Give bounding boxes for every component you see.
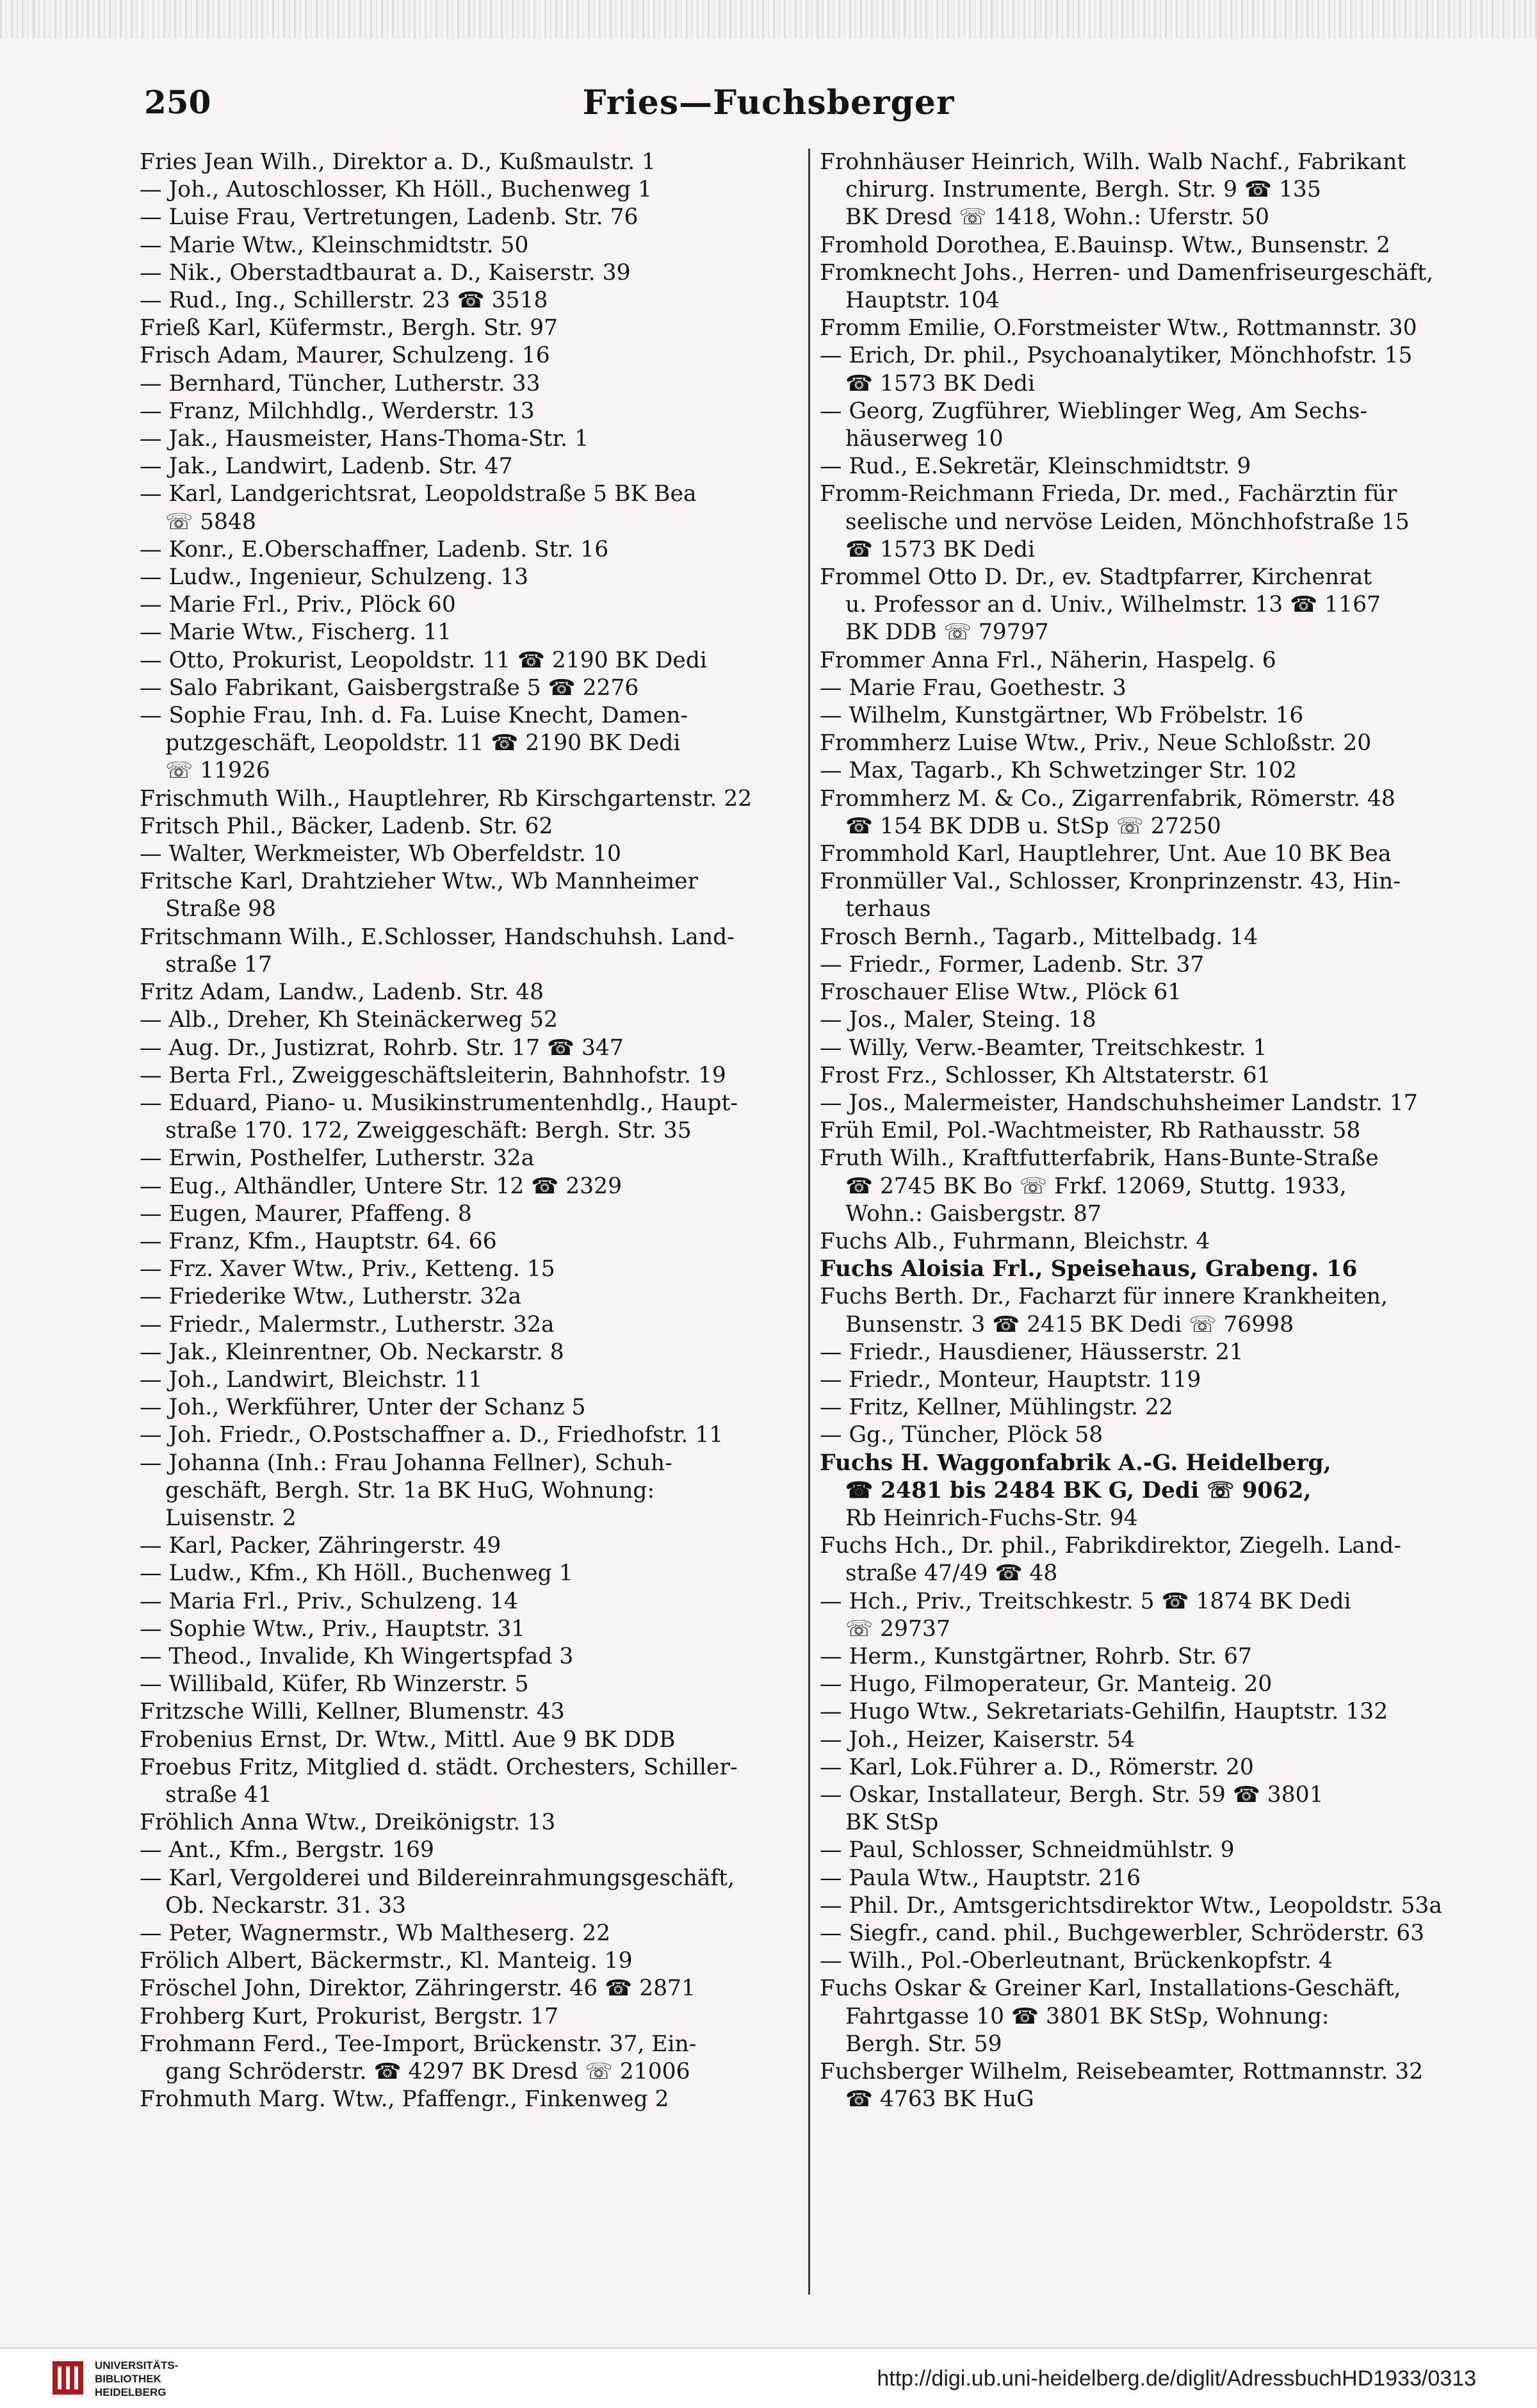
footer-bar [0, 2347, 1537, 2408]
directory-entry: Hauptstr. 104 [845, 288, 1000, 314]
directory-entry: Frobenius Ernst, Dr. Wtw., Mittl. Aue 9 BK DDB [140, 1726, 676, 1753]
directory-entry: Frost Frz., Schlosser, Kh Altstaterstr. 61 [820, 1062, 1271, 1088]
directory-entry: Fröschel John, Direktor, Zähringerstr. 46 ☎ 2871 [140, 1976, 695, 2002]
directory-entry: Fromknecht Johs., Herren- und Damenfriseurgeschäft, [820, 259, 1434, 286]
directory-entry: — Friedr., Malermstr., Lutherstr. 32a [140, 1311, 555, 1338]
directory-entry: putzgeschäft, Leopoldstr. 11 ☎ 2190 BK Dedi [165, 730, 681, 757]
directory-entry: BK Dresd ☏ 1418, Wohn.: Uferstr. 50 [845, 204, 1270, 231]
directory-entry: Frölich Albert, Bäckermstr., Kl. Manteig. 19 [140, 1948, 633, 1974]
directory-entry: Fromhold Dorothea, E.Bauinsp. Wtw., Bunsenstr. 2 [820, 232, 1390, 258]
left-column [140, 149, 786, 2333]
directory-entry: Fuchsberger Wilhelm, Reisebeamter, Rottmannstr. 32 [820, 2059, 1424, 2085]
directory-entry: Frohmann Ferd., Tee-Import, Brückenstr. 37, Ein- [140, 2031, 697, 2057]
directory-entry: Fuchs H. Waggonfabrik A.-G. Heidelberg, [820, 1450, 1331, 1476]
directory-entry: Fuchs Alb., Fuhrmann, Bleichstr. 4 [820, 1228, 1210, 1254]
right-column [820, 149, 1467, 2333]
library-name: UNIVERSITÄTS- BIBLIOTHEK HEIDELBERG [95, 2359, 179, 2398]
directory-entry: — Ludw., Ingenieur, Schulzeng. 13 [140, 564, 529, 591]
directory-entry: — Konr., E.Oberschaffner, Ladenb. Str. 16 [140, 536, 609, 562]
directory-entry: — Marie Wtw., Kleinschmidtstr. 50 [140, 232, 529, 258]
directory-entry: — Wilhelm, Kunstgärtner, Wb Fröbelstr. 16 [820, 703, 1304, 729]
directory-entry: — Willibald, Küfer, Rb Winzerstr. 5 [140, 1671, 529, 1698]
directory-entry: — Jos., Maler, Steing. 18 [820, 1007, 1096, 1033]
directory-entry: — Friedr., Former, Ladenb. Str. 37 [820, 951, 1205, 978]
directory-entry: Fritz Adam, Landw., Ladenb. Str. 48 [140, 979, 544, 1006]
directory-entry: Froschauer Elise Wtw., Plöck 61 [820, 979, 1182, 1006]
directory-entry: Früh Emil, Pol.-Wachtmeister, Rb Rathausstr. 58 [820, 1118, 1361, 1144]
directory-entry: Fahrtgasse 10 ☎ 3801 BK StSp, Wohnung: [845, 2003, 1330, 2029]
directory-entry: — Sophie Frau, Inh. d. Fa. Luise Knecht, Damen- [140, 703, 688, 729]
directory-entry: Frommel Otto D. Dr., ev. Stadtpfarrer, Kirchenrat [820, 564, 1372, 591]
directory-entry: Fritzsche Willi, Kellner, Blumenstr. 43 [140, 1699, 565, 1725]
directory-entry: — Max, Tagarb., Kh Schwetzinger Str. 102 [820, 758, 1297, 784]
directory-entry: — Theod., Invalide, Kh Wingertspfad 3 [140, 1643, 574, 1669]
directory-entry: — Aug. Dr., Justizrat, Rohrb. Str. 17 ☎ 347 [140, 1035, 624, 1061]
directory-entry: — Franz, Milchhdlg., Werderstr. 13 [140, 398, 535, 424]
directory-entry: ☎ 4763 BK HuG [845, 2086, 1034, 2113]
directory-entry: Fuchs Oskar & Greiner Karl, Installations-Geschäft, [820, 1976, 1401, 2002]
directory-entry: — Karl, Vergolderei und Bildereinrahmungsgeschäft, [140, 1865, 735, 1891]
directory-entry: — Gg., Tüncher, Plöck 58 [820, 1422, 1103, 1448]
directory-entry: — Frz. Xaver Wtw., Priv., Ketteng. 15 [140, 1256, 555, 1282]
directory-entry: — Joh., Autoschlosser, Kh Höll., Buchenweg 1 [140, 177, 652, 203]
directory-entry: Fuchs Aloisia Frl., Speisehaus, Grabeng. 16 [820, 1256, 1358, 1282]
directory-entry: Fronmüller Val., Schlosser, Kronprinzenstr. 43, Hin- [820, 869, 1401, 895]
directory-entry: Froebus Fritz, Mitglied d. städt. Orchesters, Schiller- [140, 1754, 738, 1780]
directory-entry: — Joh., Landwirt, Bleichstr. 11 [140, 1366, 483, 1393]
directory-entry: — Marie Wtw., Fischerg. 11 [140, 619, 451, 646]
university-library-logo-icon [51, 2360, 85, 2396]
directory-entry: — Karl, Lok.Führer a. D., Römerstr. 20 [820, 1754, 1254, 1780]
directory-entry: — Johanna (Inh.: Frau Johanna Fellner), Schuh- [140, 1450, 672, 1476]
directory-entry: Straße 98 [165, 896, 276, 922]
directory-entry: — Joh. Friedr., O.Postschaffner a. D., Friedhofstr. 11 [140, 1422, 724, 1448]
directory-entry: terhaus [845, 896, 931, 922]
directory-entry: Frosch Bernh., Tagarb., Mittelbadg. 14 [820, 924, 1258, 950]
directory-entry: — Maria Frl., Priv., Schulzeng. 14 [140, 1588, 518, 1614]
directory-entry: ☏ 11926 [165, 758, 270, 784]
directory-entry: ☏ 29737 [845, 1616, 950, 1642]
directory-entry: — Friedr., Hausdiener, Häusserstr. 21 [820, 1339, 1244, 1365]
directory-entry: Frommherz M. & Co., Zigarrenfabrik, Römerstr. 48 [820, 785, 1395, 812]
directory-entry: chirurg. Instrumente, Bergh. Str. 9 ☎ 135 [845, 177, 1321, 203]
directory-entry: Fritsch Phil., Bäcker, Ladenb. Str. 62 [140, 813, 553, 839]
directory-entry: — Friedr., Monteur, Hauptstr. 119 [820, 1366, 1201, 1393]
directory-entry: Fries Jean Wilh., Direktor a. D., Kußmaulstr. 1 [140, 149, 656, 175]
directory-entry: Wohn.: Gaisbergstr. 87 [845, 1200, 1102, 1227]
directory-entry: Bergh. Str. 59 [845, 2031, 1002, 2057]
directory-entry: Fritschmann Wilh., E.Schlosser, Handschuhsh. Land- [140, 924, 735, 950]
directory-entry: — Joh., Heizer, Kaiserstr. 54 [820, 1726, 1135, 1753]
directory-entry: — Eugen, Maurer, Pfaffeng. 8 [140, 1200, 472, 1227]
directory-entry: Frieß Karl, Küfermstr., Bergh. Str. 97 [140, 315, 558, 341]
directory-entry: Fromm-Reichmann Frieda, Dr. med., Fachärztin für [820, 481, 1397, 507]
directory-entry: Frohnhäuser Heinrich, Wilh. Walb Nachf., Fabrikant [820, 149, 1406, 175]
directory-entry: — Eug., Althändler, Untere Str. 12 ☎ 2329 [140, 1173, 622, 1199]
directory-entry: ☎ 2745 BK Bo ☏ Frkf. 12069, Stuttg. 1933, [845, 1173, 1347, 1199]
directory-entry: — Rud., E.Sekretär, Kleinschmidtstr. 9 [820, 454, 1251, 480]
directory-entry: — Otto, Prokurist, Leopoldstr. 11 ☎ 2190 BK Dedi [140, 647, 707, 673]
page-number: 250 [144, 83, 211, 121]
column-divider [808, 149, 810, 2295]
directory-entry: Fromm Emilie, O.Forstmeister Wtw., Rottmannstr. 30 [820, 315, 1417, 341]
directory-entry: — Paula Wtw., Hauptstr. 216 [820, 1865, 1141, 1891]
directory-entry: — Salo Fabrikant, Gaisbergstraße 5 ☎ 2276 [140, 675, 639, 701]
directory-entry: Frommer Anna Frl., Näherin, Haspelg. 6 [820, 647, 1276, 673]
directory-entry: — Rud., Ing., Schillerstr. 23 ☎ 3518 [140, 288, 548, 314]
directory-entry: Frommherz Luise Wtw., Priv., Neue Schloßstr. 20 [820, 730, 1372, 757]
directory-entry: ☎ 2481 bis 2484 BK G, Dedi ☏ 9062, [845, 1477, 1312, 1503]
directory-entry: Rb Heinrich-Fuchs-Str. 94 [845, 1505, 1138, 1531]
running-head: Fries—Fuchsberger [582, 83, 955, 122]
directory-entry: ☏ 5848 [165, 509, 256, 535]
directory-entry: — Joh., Werkführer, Unter der Schanz 5 [140, 1395, 586, 1421]
directory-entry: Frischmuth Wilh., Hauptlehrer, Rb Kirschgartenstr. 22 [140, 785, 752, 812]
directory-entry: u. Professor an d. Univ., Wilhelmstr. 13 ☎ 1167 [845, 592, 1381, 618]
directory-entry: Frohmuth Marg. Wtw., Pfaffengr., Finkenweg 2 [140, 2086, 669, 2113]
directory-entry: — Jak., Landwirt, Ladenb. Str. 47 [140, 454, 513, 480]
directory-entry: — Alb., Dreher, Kh Steinäckerweg 52 [140, 1007, 558, 1033]
directory-entry: — Marie Frau, Goethestr. 3 [820, 675, 1126, 701]
directory-entry: — Nik., Oberstadtbaurat a. D., Kaiserstr. 39 [140, 259, 631, 286]
directory-entry: — Eduard, Piano- u. Musikinstrumentenhdlg., Haupt- [140, 1090, 738, 1116]
scan-edge-noise [0, 0, 1537, 38]
directory-entry: ☎ 1573 BK Dedi [845, 370, 1035, 397]
directory-entry: — Jos., Malermeister, Handschuhsheimer Landstr. 17 [820, 1090, 1418, 1116]
directory-entry: Bunsenstr. 3 ☎ 2415 BK Dedi ☏ 76998 [845, 1311, 1294, 1338]
directory-entry: gang Schröderstr. ☎ 4297 BK Dresd ☏ 21006 [165, 2059, 690, 2085]
directory-entry: geschäft, Bergh. Str. 1a BK HuG, Wohnung: [165, 1477, 655, 1503]
directory-entry: Fuchs Hch., Dr. phil., Fabrikdirektor, Ziegelh. Land- [820, 1533, 1401, 1559]
directory-entry: Frohberg Kurt, Prokurist, Bergstr. 17 [140, 2003, 559, 2029]
directory-entry: ☎ 154 BK DDB u. StSp ☏ 27250 [845, 813, 1221, 839]
directory-entry: — Jak., Kleinrentner, Ob. Neckarstr. 8 [140, 1339, 564, 1365]
directory-entry: — Jak., Hausmeister, Hans-Thoma-Str. 1 [140, 426, 589, 452]
directory-entry: — Ludw., Kfm., Kh Höll., Buchenweg 1 [140, 1560, 573, 1587]
directory-entry: — Hugo Wtw., Sekretariats-Gehilfin, Hauptstr. 132 [820, 1699, 1388, 1725]
directory-entry: ☎ 1573 BK Dedi [845, 536, 1035, 562]
source-url[interactable]: http://digi.ub.uni-heidelberg.de/diglit/AdressbuchHD1933/0313 [877, 2366, 1476, 2391]
directory-entry: — Ant., Kfm., Bergstr. 169 [140, 1837, 434, 1863]
directory-entry: straße 17 [165, 951, 272, 978]
directory-entry: seelische und nervöse Leiden, Mönchhofstraße 15 [845, 509, 1410, 535]
directory-entry: — Franz, Kfm., Hauptstr. 64. 66 [140, 1228, 497, 1254]
directory-entry: — Karl, Landgerichtsrat, Leopoldstraße 5 BK Bea [140, 481, 697, 507]
directory-entry: Fröhlich Anna Wtw., Dreikönigstr. 13 [140, 1810, 556, 1836]
directory-entry: — Luise Frau, Vertretungen, Ladenb. Str. 76 [140, 204, 638, 231]
page-header [0, 83, 1537, 128]
directory-entry: Luisenstr. 2 [165, 1505, 297, 1531]
directory-entry: BK DDB ☏ 79797 [845, 619, 1049, 646]
directory-entry: — Siegfr., cand. phil., Buchgewerbler, Schröderstr. 63 [820, 1921, 1425, 1946]
directory-entry: — Hugo, Filmoperateur, Gr. Manteig. 20 [820, 1671, 1273, 1698]
directory-entry: — Friederike Wtw., Lutherstr. 32a [140, 1284, 522, 1310]
directory-entry: — Phil. Dr., Amtsgerichtsdirektor Wtw., Leopoldstr. 53a [820, 1892, 1442, 1919]
directory-entry: — Fritz, Kellner, Mühlingstr. 22 [820, 1395, 1173, 1421]
directory-entry: — Bernhard, Tüncher, Lutherstr. 33 [140, 370, 541, 397]
directory-entry: — Berta Frl., Zweiggeschäftsleiterin, Bahnhofstr. 19 [140, 1062, 726, 1088]
directory-entry: — Wilh., Pol.-Oberleutnant, Brückenkopfstr. 4 [820, 1948, 1333, 1974]
directory-entry: Fritsche Karl, Drahtzieher Wtw., Wb Mannheimer [140, 869, 699, 895]
directory-entry: — Hch., Priv., Treitschkestr. 5 ☎ 1874 BK Dedi [820, 1588, 1351, 1614]
directory-entry: Fuchs Berth. Dr., Facharzt für innere Krankheiten, [820, 1284, 1388, 1310]
directory-entry: Frommhold Karl, Hauptlehrer, Unt. Aue 10 BK Bea [820, 841, 1392, 867]
directory-entry: — Walter, Werkmeister, Wb Oberfeldstr. 10 [140, 841, 621, 867]
directory-entry: Frisch Adam, Maurer, Schulzeng. 16 [140, 343, 550, 369]
directory-entry: straße 47/49 ☎ 48 [845, 1560, 1058, 1587]
directory-entry: Fruth Wilh., Kraftfutterfabrik, Hans-Bunte-Straße [820, 1145, 1379, 1172]
directory-entry: — Oskar, Installateur, Bergh. Str. 59 ☎ 3801 [820, 1781, 1324, 1808]
directory-entry: straße 41 [165, 1781, 272, 1808]
directory-entry: — Sophie Wtw., Priv., Hauptstr. 31 [140, 1616, 526, 1642]
directory-entry: Ob. Neckarstr. 31. 33 [165, 1892, 407, 1919]
directory-entry: — Erwin, Posthelfer, Lutherstr. 32a [140, 1145, 535, 1172]
directory-entry: — Willy, Verw.-Beamter, Treitschkestr. 1 [820, 1035, 1267, 1061]
directory-entry: — Herm., Kunstgärtner, Rohrb. Str. 67 [820, 1643, 1252, 1669]
directory-entry: — Marie Frl., Priv., Plöck 60 [140, 592, 456, 618]
directory-entry: — Paul, Schlosser, Schneidmühlstr. 9 [820, 1837, 1235, 1863]
directory-entry: — Peter, Wagnermstr., Wb Maltheserg. 22 [140, 1921, 611, 1946]
directory-entry: — Erich, Dr. phil., Psychoanalytiker, Mönchhofstr. 15 [820, 343, 1413, 369]
directory-entry: häuserweg 10 [845, 426, 1004, 452]
directory-entry: — Georg, Zugführer, Wieblinger Weg, Am Sechs- [820, 398, 1368, 424]
directory-entry: BK StSp [845, 1810, 939, 1836]
directory-entry: straße 170. 172, Zweiggeschäft: Bergh. Str. 35 [165, 1118, 692, 1144]
directory-entry: — Karl, Packer, Zähringerstr. 49 [140, 1533, 501, 1559]
